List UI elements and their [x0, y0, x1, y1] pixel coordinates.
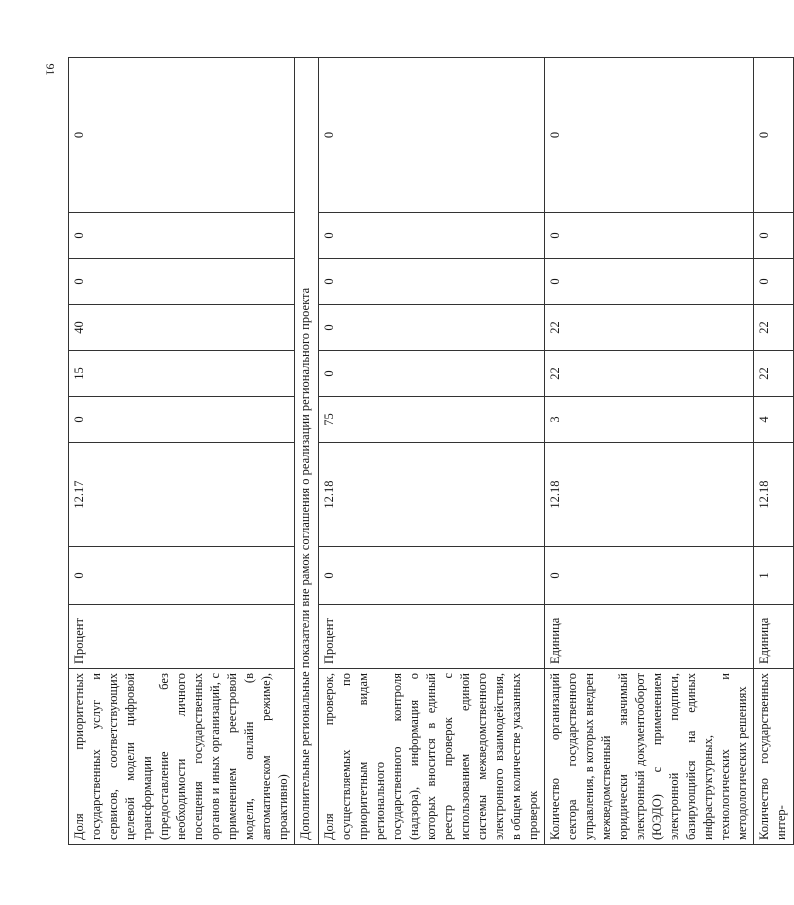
base-value-cell: 0	[69, 547, 295, 605]
year-3-cell: 0	[319, 305, 545, 351]
unit-cell: Процент	[69, 605, 295, 669]
indicators-table	[68, 57, 794, 845]
base-date-cell: 12.18	[319, 443, 545, 547]
year-1-cell: 75	[319, 397, 545, 443]
year-4-cell: 0	[319, 259, 545, 305]
year-6-cell: 0	[69, 58, 295, 213]
indicator-cell: Количество государственных интер-	[754, 669, 794, 845]
unit-cell: Процент	[319, 605, 545, 669]
table-row	[545, 58, 754, 845]
year-2-cell: 15	[69, 351, 295, 397]
year-6-cell: 0	[319, 58, 545, 213]
base-value-cell: 0	[319, 547, 545, 605]
section-row	[295, 58, 319, 845]
year-5-cell: 0	[319, 213, 545, 259]
rotated-table-container	[68, 58, 788, 845]
year-6-cell: 0	[545, 58, 754, 213]
indicator-cell: Количество организаций сектора государственного управления, в которых внедрен межведомственный юридически значимый электронный документооборот (ЮЭДО) с применением электронной подписи, базирующийся на единых инфраструктурных, технологических и методологических решениях	[545, 669, 754, 845]
indicator-cell: Доля проверок, осуществляемых по приоритетным видам регионального государственного контроля (надзора), информация о которых вносится в единый реестр проверок с использованием единой системы межведомственного электронного взаимодействия, в общем количестве указанных проверок	[319, 669, 545, 845]
year-5-cell: 0	[69, 213, 295, 259]
unit-cell: Единица	[545, 605, 754, 669]
page-number: 91	[43, 63, 58, 76]
year-1-cell: 3	[545, 397, 754, 443]
section-header: Дополнительные региональные показатели вне рамок соглашения о реализации регионального проекта	[295, 58, 319, 845]
base-value-cell: 0	[545, 547, 754, 605]
year-2-cell: 22	[754, 351, 794, 397]
year-4-cell: 0	[545, 259, 754, 305]
year-4-cell: 0	[69, 259, 295, 305]
table-row	[754, 58, 794, 845]
year-3-cell: 40	[69, 305, 295, 351]
table-row	[319, 58, 545, 845]
indicator-cell: Доля приоритетных государственных услуг и сервисов, соответствующих целевой модели цифровой трансформации (предоставление без необходимости личного посещения государственных органов и иных организаций, с применением реестровой модели, онлайн (в автоматическом режиме), проактивно)	[69, 669, 295, 845]
unit-cell: Единица	[754, 605, 794, 669]
table-row	[69, 58, 295, 845]
base-date-cell: 12.17	[69, 443, 295, 547]
year-5-cell: 0	[545, 213, 754, 259]
year-3-cell: 22	[754, 305, 794, 351]
year-4-cell: 0	[754, 259, 794, 305]
year-6-cell: 0	[754, 58, 794, 213]
year-2-cell: 0	[319, 351, 545, 397]
year-3-cell: 22	[545, 305, 754, 351]
year-5-cell: 0	[754, 213, 794, 259]
table-body	[69, 58, 794, 845]
base-date-cell: 12.18	[545, 443, 754, 547]
year-2-cell: 22	[545, 351, 754, 397]
year-1-cell: 4	[754, 397, 794, 443]
year-1-cell: 0	[69, 397, 295, 443]
base-value-cell: 1	[754, 547, 794, 605]
base-date-cell: 12.18	[754, 443, 794, 547]
